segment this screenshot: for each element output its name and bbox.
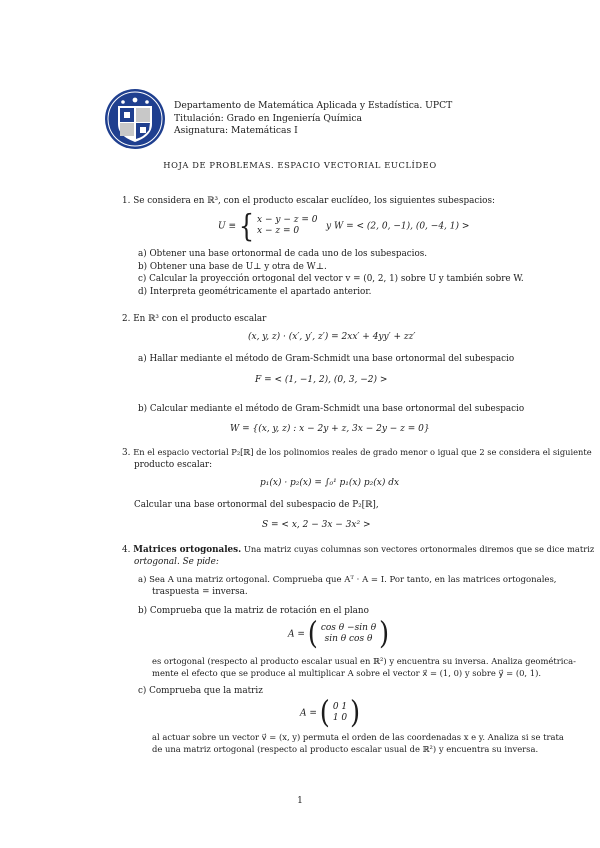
problem-1-intro — [122, 196, 495, 208]
problem-3-intro — [122, 447, 592, 471]
problem-1-parts — [138, 248, 524, 298]
eq-row: x − y − z = 0 — [257, 215, 318, 225]
problem-4-part-a — [138, 575, 557, 598]
part-c-text-line: al actuar sobre un vector v⃗ = (x, y) permuta el orden de las coordenadas x e y. Analiza si se trata — [152, 732, 564, 742]
problem-text-cont: producto escalar: — [134, 459, 213, 470]
problem-2-part-b-eq: W = {(x, y, z) : x − 2y + z, 3x − 2y − z = 0} — [230, 424, 430, 434]
department-line: Departamento de Matemática Aplicada y Estadística. UPCT — [174, 100, 453, 111]
problem-number: 4. — [122, 545, 131, 555]
problem-4-part-b-text — [152, 656, 576, 679]
problem-text: Se considera en ℝ³, con el producto escalar euclídeo, los siguientes subespacios: — [133, 196, 495, 206]
eq-w: y W = < (2, 0, −1), (0, −4, 1) > — [326, 221, 470, 232]
permutation-matrix — [300, 695, 361, 731]
matrix-row: sin θ cos θ — [324, 634, 373, 644]
problem-2-intro — [122, 314, 266, 326]
problem-text: En el espacio vectorial P₂[ℝ] de los polinomios reales de grado menor o igual que 2 se considera el siguiente — [133, 447, 592, 457]
problem-2-eq: (x, y, z) · (x′, y′, z′) = 2xx′ + 4yy′ + zz′ — [248, 332, 416, 342]
right-paren-icon: ) — [379, 616, 390, 652]
part-c: c) Calcular la proyección ortogonal del vector v = (0, 2, 1) sobre U y también sobre W. — [138, 274, 524, 284]
degree-line: Titulación: Grado en Ingeniería Química — [174, 112, 363, 124]
part-a-line-2: traspuesta = inversa. — [152, 586, 248, 597]
part-a-line: a) Sea A una matriz ortogonal. Comprueba que Aᵀ · A = I. Por tanto, en las matrices ortogonales, — [138, 575, 557, 585]
part-a: a) Obtener una base ortonormal de cada uno de los subespacios. — [138, 249, 428, 259]
matrix-label: A = — [300, 708, 317, 719]
problem-2-part-a-eq: F = < (1, −1, 2), (0, 3, −2) > — [255, 375, 388, 385]
problem-4-part-b: b) Comprueba que la matriz de rotación en el plano — [138, 606, 369, 616]
left-paren-icon: ( — [319, 695, 330, 731]
problem-text: Una matriz cuyas columnas son vectores ortonormales diremos que se dice matriz — [241, 544, 595, 554]
left-brace-icon: { — [238, 207, 255, 245]
problem-2-part-b: b) Calcular mediante el método de Gram-Schmidt una base ortonormal del subespacio — [138, 404, 525, 414]
right-paren-icon: ) — [350, 695, 361, 731]
matrix-body — [321, 623, 376, 645]
problem-number: 2. — [122, 314, 131, 324]
problem-number: 3. — [122, 448, 131, 458]
part-d: d) Interpreta geométricamente el apartado anterior. — [138, 286, 372, 297]
matrix-body — [333, 702, 347, 724]
problem-4-intro — [122, 544, 594, 568]
matrix-row: cos θ −sin θ — [320, 623, 377, 633]
problem-3-line: Calcular una base ortonormal del subespacio de P₂[ℝ], — [134, 500, 379, 510]
part-c-text-line: de una matriz ortogonal (respecto al producto escalar usual de ℝ²) y encuentra su inversa. — [152, 743, 539, 754]
problem-3-eq2: S = < x, 2 − 3x − 3x² > — [262, 520, 371, 530]
subject-line: Asignatura: Matemáticas I — [174, 125, 298, 136]
document-header — [174, 100, 452, 138]
part-b: b) Obtener una base de U⊥ y otra de W⊥. — [138, 261, 327, 272]
part-b-text-line: es ortogonal (respecto al producto escalar usual en ℝ²) y encuentra su inversa. Analiza geométrica- — [152, 656, 576, 666]
part-b-text-line: mente el efecto que se produce al multiplicar A sobre el vector x⃗ = (1, 0) y sobre y⃗ = (0, 1). — [152, 667, 542, 678]
matrix-label: A = — [288, 629, 305, 640]
problem-2-part-a: a) Hallar mediante el método de Gram-Schmidt una base ortonormal del subespacio — [138, 354, 515, 364]
problem-number: 1. — [122, 196, 131, 206]
problem-3-eq: p₁(x) · p₂(x) = ∫₀¹ p₁(x) p₂(x) dx — [260, 478, 400, 488]
problem-heading: Matrices ortogonales. — [133, 545, 242, 555]
eq-row: x − z = 0 — [257, 226, 300, 236]
university-logo — [104, 88, 166, 150]
rotation-matrix — [288, 616, 390, 652]
matrix-row: 0 1 — [332, 702, 348, 712]
problem-4-part-c: c) Comprueba que la matriz — [138, 686, 263, 696]
left-paren-icon: ( — [307, 616, 318, 652]
matrix-row: 1 0 — [332, 713, 348, 723]
eq-label: U ≡ — [218, 221, 236, 232]
problem-4-part-c-text — [152, 732, 564, 755]
problem-text-cont: ortogonal. Se pide: — [134, 556, 219, 567]
page-number: 1 — [297, 796, 303, 806]
sheet-title: HOJA DE PROBLEMAS. ESPACIO VECTORIAL EUCLÍDEO — [163, 160, 437, 170]
equation-system — [257, 215, 317, 237]
problem-text: En ℝ³ con el producto escalar — [133, 314, 267, 324]
problem-1-equations — [218, 207, 470, 245]
